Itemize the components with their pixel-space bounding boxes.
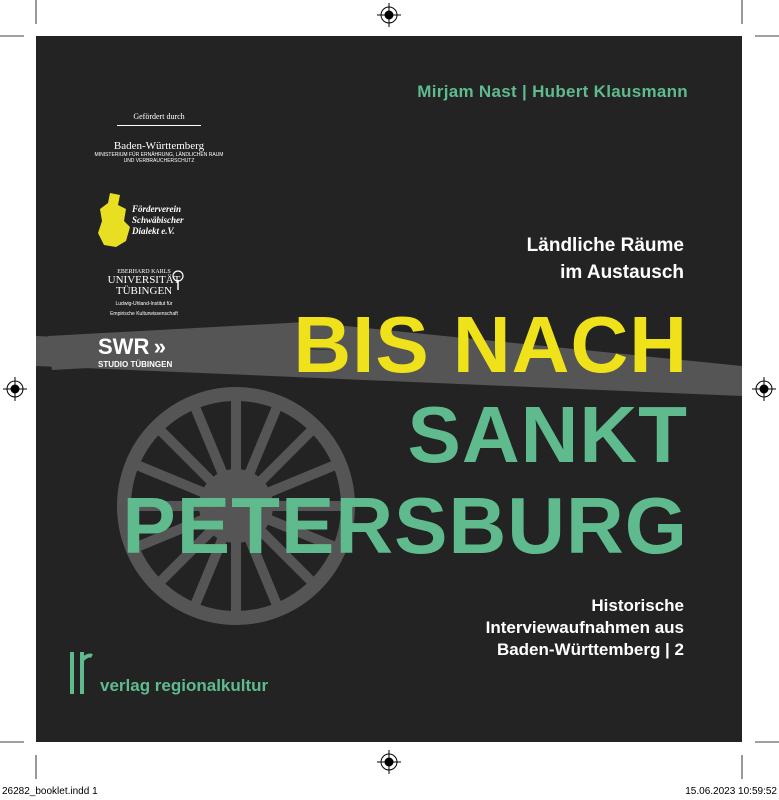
swr-sub-label: STUDIO TÜBINGEN bbox=[98, 360, 173, 369]
subtitle bbox=[527, 232, 684, 286]
subtitle-line-1: Ländliche Räume bbox=[526, 235, 684, 256]
foerderverein-logo bbox=[132, 204, 184, 237]
registration-mark-left bbox=[3, 377, 27, 401]
subtitle-line-2: im Austausch bbox=[560, 262, 684, 283]
ministry-line-2: UND VERBRAUCHERSCHUTZ bbox=[123, 158, 195, 164]
registration-mark-top bbox=[377, 3, 401, 27]
description-line-3: Baden-Württemberg | 2 bbox=[496, 640, 684, 659]
bw-ministry-logo bbox=[94, 112, 224, 164]
uni-line-2: UNIVERSITÄT bbox=[107, 274, 181, 286]
title-line-1: BIS NACH bbox=[293, 300, 688, 389]
publisher-vr-logo-icon bbox=[68, 648, 94, 698]
authors: Mirjam Nast | Hubert Klausmann bbox=[417, 82, 688, 101]
description bbox=[486, 595, 684, 661]
foerderverein-emblem-icon bbox=[96, 191, 132, 249]
palm-tree-icon bbox=[170, 270, 186, 292]
bw-label: Baden-Württemberg bbox=[113, 140, 205, 152]
uni-line-1: EBERHARD KARLS bbox=[117, 269, 171, 275]
registration-mark-bottom bbox=[377, 750, 401, 774]
title-line-3: PETERSBURG bbox=[122, 481, 688, 570]
funding-label: Gefördert durch bbox=[133, 112, 185, 121]
uni-line-3: TÜBINGEN bbox=[115, 285, 173, 297]
print-file-label: 26282_booklet.indd 1 bbox=[2, 786, 98, 797]
foerderverein-line-3: Dialekt e.V. bbox=[132, 226, 175, 236]
registration-mark-right bbox=[752, 377, 776, 401]
swr-logo bbox=[98, 334, 172, 369]
description-line-2: Interviewaufnahmen aus bbox=[485, 618, 684, 637]
publisher-name: verlag regionalkultur bbox=[100, 676, 269, 695]
uni-line-5: Empirische Kulturwissenschaft bbox=[110, 311, 178, 317]
ministry-line-1: MINISTERIUM FÜR ERNÄHRUNG, LÄNDLICHEN RAUM bbox=[94, 152, 224, 158]
swr-label: SWR bbox=[98, 334, 150, 359]
foerderverein-line-2: Schwäbischer bbox=[132, 215, 184, 225]
print-timestamp: 15.06.2023 10:59:52 bbox=[685, 786, 777, 797]
title-line-2: SANKT bbox=[407, 390, 688, 479]
description-line-1: Historische bbox=[591, 596, 684, 615]
uni-line-4: Ludwig-Uhland-Institut für bbox=[115, 301, 173, 307]
foerderverein-line-1: Förderverein bbox=[132, 204, 181, 214]
book-cover bbox=[36, 36, 742, 742]
swr-arrows-icon: » bbox=[153, 334, 167, 359]
